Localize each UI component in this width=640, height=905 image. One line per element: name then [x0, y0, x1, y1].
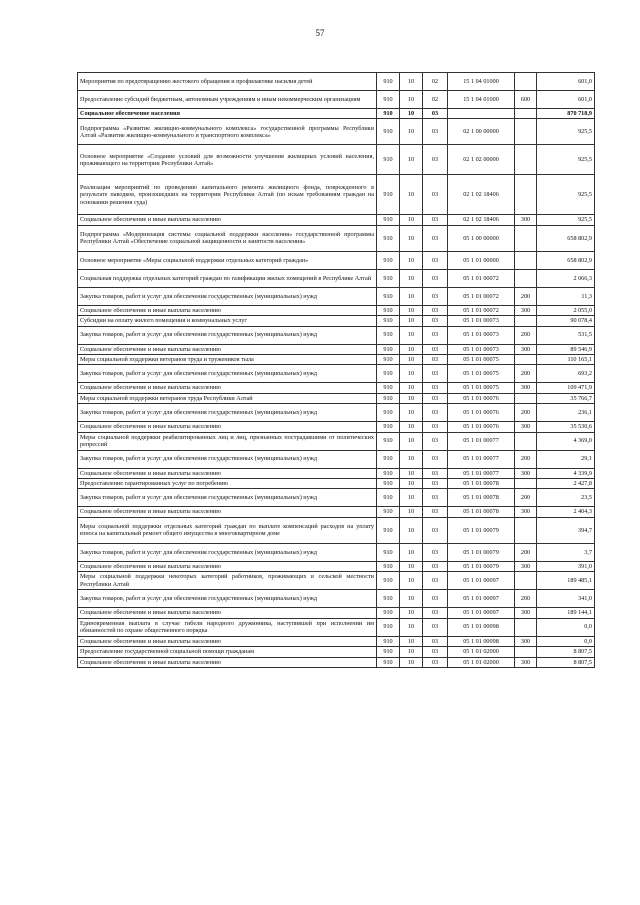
- cell-csr: 05 1 01 00072: [448, 305, 515, 315]
- cell-name: Единовременная выплата в случае гибели народного дружинника, наступившей при исполнении им обязанностей по охране общественного порядка: [78, 618, 377, 636]
- cell-rz: 10: [400, 647, 423, 657]
- cell-name: Субсидии на оплату жилого помещения и коммунальных услуг: [78, 316, 377, 326]
- cell-pr: 03: [423, 251, 448, 269]
- cell-sum: 658 802,9: [537, 251, 595, 269]
- cell-rz: 10: [400, 109, 423, 119]
- cell-csr: 05 1 01 00077: [448, 450, 515, 468]
- cell-rz: 10: [400, 344, 423, 354]
- cell-pr: 03: [423, 326, 448, 344]
- cell-sum: 110 165,1: [537, 355, 595, 365]
- cell-rz: 10: [400, 175, 423, 215]
- cell-pr: 03: [423, 404, 448, 422]
- cell-pr: 03: [423, 287, 448, 305]
- cell-vr: [515, 109, 537, 119]
- table-row: [78, 590, 595, 608]
- cell-vr: 200: [515, 590, 537, 608]
- cell-vr: [515, 73, 537, 91]
- cell-pr: 03: [423, 175, 448, 215]
- table-row: [78, 109, 595, 119]
- cell-pr: 03: [423, 422, 448, 432]
- cell-sum: 658 802,9: [537, 225, 595, 251]
- table-row: [78, 422, 595, 432]
- cell-ved: 910: [377, 432, 400, 450]
- cell-name: Социальное обеспечение и иные выплаты населению: [78, 344, 377, 354]
- cell-sum: 35 766,7: [537, 393, 595, 403]
- cell-csr: 05 1 01 00076: [448, 393, 515, 403]
- cell-ved: 910: [377, 489, 400, 507]
- table-row: [78, 344, 595, 354]
- cell-name: Закупка товаров, работ и услуг для обеспечения государственных (муниципальных) нужд: [78, 590, 377, 608]
- cell-ved: 910: [377, 175, 400, 215]
- cell-name: Социальное обеспечение и иные выплаты населению: [78, 215, 377, 225]
- cell-pr: 03: [423, 590, 448, 608]
- cell-vr: 200: [515, 404, 537, 422]
- table-row: [78, 145, 595, 175]
- cell-vr: 300: [515, 608, 537, 618]
- table-row: [78, 316, 595, 326]
- cell-pr: 03: [423, 572, 448, 590]
- cell-csr: 05 1 01 00077: [448, 468, 515, 478]
- cell-csr: 05 1 01 00073: [448, 316, 515, 326]
- cell-ved: 910: [377, 287, 400, 305]
- cell-rz: 10: [400, 365, 423, 383]
- cell-name: Социальное обеспечение и иные выплаты населению: [78, 657, 377, 667]
- cell-csr: 05 1 01 00079: [448, 517, 515, 543]
- cell-vr: [515, 479, 537, 489]
- table-row: [78, 468, 595, 478]
- cell-pr: 03: [423, 355, 448, 365]
- cell-csr: 02 1 00 00000: [448, 119, 515, 145]
- table-row: [78, 543, 595, 561]
- cell-csr: 05 1 01 00073: [448, 344, 515, 354]
- cell-ved: 910: [377, 365, 400, 383]
- table-row: [78, 365, 595, 383]
- cell-name: Закупка товаров, работ и услуг для обеспечения государственных (муниципальных) нужд: [78, 450, 377, 468]
- cell-rz: 10: [400, 543, 423, 561]
- cell-rz: 10: [400, 251, 423, 269]
- cell-sum: 23,5: [537, 489, 595, 507]
- cell-ved: 910: [377, 119, 400, 145]
- table-row: [78, 119, 595, 145]
- cell-rz: 10: [400, 225, 423, 251]
- cell-ved: 910: [377, 109, 400, 119]
- table-row: [78, 175, 595, 215]
- table-row: [78, 432, 595, 450]
- cell-rz: 10: [400, 383, 423, 393]
- cell-sum: 601,0: [537, 91, 595, 109]
- cell-name: Меры социальной поддержки ветеранов труда Республики Алтай: [78, 393, 377, 403]
- cell-name: Закупка товаров, работ и услуг для обеспечения государственных (муниципальных) нужд: [78, 287, 377, 305]
- cell-vr: 300: [515, 468, 537, 478]
- budget-table-body: [78, 73, 595, 668]
- cell-ved: 910: [377, 468, 400, 478]
- cell-name: Закупка товаров, работ и услуг для обеспечения государственных (муниципальных) нужд: [78, 365, 377, 383]
- cell-vr: 300: [515, 422, 537, 432]
- cell-rz: 10: [400, 618, 423, 636]
- cell-ved: 910: [377, 316, 400, 326]
- cell-vr: [515, 355, 537, 365]
- cell-vr: 300: [515, 657, 537, 667]
- cell-rz: 10: [400, 572, 423, 590]
- cell-ved: 910: [377, 636, 400, 646]
- cell-pr: 02: [423, 73, 448, 91]
- cell-csr: 05 1 01 02000: [448, 647, 515, 657]
- cell-pr: 03: [423, 215, 448, 225]
- cell-ved: 910: [377, 561, 400, 571]
- cell-ved: 910: [377, 383, 400, 393]
- cell-rz: 10: [400, 608, 423, 618]
- cell-rz: 10: [400, 355, 423, 365]
- cell-vr: 300: [515, 561, 537, 571]
- cell-name: Предоставление государственной социальной помощи гражданам: [78, 647, 377, 657]
- cell-vr: [515, 517, 537, 543]
- cell-csr: 05 1 01 00079: [448, 543, 515, 561]
- cell-vr: 600: [515, 91, 537, 109]
- cell-csr: 05 1 01 00075: [448, 355, 515, 365]
- cell-vr: [515, 251, 537, 269]
- cell-csr: 05 1 01 02000: [448, 657, 515, 667]
- cell-pr: 03: [423, 145, 448, 175]
- cell-pr: 03: [423, 365, 448, 383]
- cell-vr: [515, 145, 537, 175]
- cell-ved: 910: [377, 422, 400, 432]
- table-row: [78, 269, 595, 287]
- cell-name: Социальная поддержка отдельных категорий граждан по газификации жилых помещений в Республике Алтай: [78, 269, 377, 287]
- cell-ved: 910: [377, 404, 400, 422]
- cell-sum: 391,0: [537, 561, 595, 571]
- cell-name: Меры социальной поддержки некоторых категорий работников, проживающих в сельской местности Республики Алтай: [78, 572, 377, 590]
- cell-vr: 300: [515, 383, 537, 393]
- cell-name: Социальное обеспечение и иные выплаты населению: [78, 608, 377, 618]
- cell-pr: 03: [423, 225, 448, 251]
- cell-sum: 394,7: [537, 517, 595, 543]
- cell-rz: 10: [400, 636, 423, 646]
- table-row: [78, 561, 595, 571]
- cell-rz: 10: [400, 657, 423, 667]
- table-row: [78, 287, 595, 305]
- cell-pr: 03: [423, 507, 448, 517]
- cell-vr: 200: [515, 543, 537, 561]
- cell-sum: 2 055,0: [537, 305, 595, 315]
- cell-name: Социальное обеспечение и иные выплаты населению: [78, 561, 377, 571]
- budget-table: [77, 72, 595, 668]
- cell-rz: 10: [400, 590, 423, 608]
- cell-rz: 10: [400, 316, 423, 326]
- cell-vr: [515, 316, 537, 326]
- cell-rz: 10: [400, 468, 423, 478]
- cell-sum: 35 530,6: [537, 422, 595, 432]
- cell-csr: 05 1 01 00098: [448, 618, 515, 636]
- cell-sum: 189 144,1: [537, 608, 595, 618]
- cell-pr: 03: [423, 489, 448, 507]
- cell-name: Социальное обеспечение населения: [78, 109, 377, 119]
- cell-sum: 89 546,9: [537, 344, 595, 354]
- table-row: [78, 251, 595, 269]
- cell-ved: 910: [377, 608, 400, 618]
- cell-sum: 2 427,8: [537, 479, 595, 489]
- cell-csr: [448, 109, 515, 119]
- cell-name: Основное мероприятие «Меры социальной поддержки отдельных категорий граждан»: [78, 251, 377, 269]
- cell-sum: 90 078,4: [537, 316, 595, 326]
- cell-csr: 05 1 01 00097: [448, 590, 515, 608]
- cell-name: Закупка товаров, работ и услуг для обеспечения государственных (муниципальных) нужд: [78, 543, 377, 561]
- cell-name: Социальное обеспечение и иные выплаты населению: [78, 468, 377, 478]
- cell-sum: 0,0: [537, 636, 595, 646]
- cell-name: Предоставление гарантированных услуг по погребению: [78, 479, 377, 489]
- cell-ved: 910: [377, 543, 400, 561]
- cell-vr: [515, 647, 537, 657]
- cell-sum: 925,5: [537, 175, 595, 215]
- cell-rz: 10: [400, 517, 423, 543]
- cell-pr: 03: [423, 432, 448, 450]
- cell-ved: 910: [377, 618, 400, 636]
- cell-vr: 200: [515, 489, 537, 507]
- cell-ved: 910: [377, 225, 400, 251]
- cell-sum: 2 404,3: [537, 507, 595, 517]
- cell-vr: 200: [515, 450, 537, 468]
- cell-csr: 02 1 02 00000: [448, 145, 515, 175]
- table-row: [78, 73, 595, 91]
- cell-name: Закупка товаров, работ и услуг для обеспечения государственных (муниципальных) нужд: [78, 489, 377, 507]
- cell-pr: 03: [423, 618, 448, 636]
- cell-pr: 03: [423, 269, 448, 287]
- cell-csr: 05 1 01 00078: [448, 507, 515, 517]
- cell-sum: 925,5: [537, 145, 595, 175]
- cell-ved: 910: [377, 344, 400, 354]
- cell-sum: 236,1: [537, 404, 595, 422]
- cell-sum: 8 807,5: [537, 657, 595, 667]
- cell-rz: 10: [400, 432, 423, 450]
- table-row: [78, 91, 595, 109]
- cell-sum: 693,2: [537, 365, 595, 383]
- table-row: [78, 572, 595, 590]
- table-row: [78, 647, 595, 657]
- cell-ved: 910: [377, 145, 400, 175]
- cell-csr: 05 1 01 00072: [448, 287, 515, 305]
- cell-pr: 03: [423, 119, 448, 145]
- cell-pr: 03: [423, 383, 448, 393]
- cell-csr: 02 1 02 18406: [448, 215, 515, 225]
- cell-vr: [515, 572, 537, 590]
- cell-ved: 910: [377, 450, 400, 468]
- cell-name: Подпрограмма «Развитие жилищно-коммунального комплекса» государственной программы Республики Алтай «Развитие жилищно-коммунального и транспортного комплекса»: [78, 119, 377, 145]
- cell-name: Социальное обеспечение и иные выплаты населению: [78, 383, 377, 393]
- cell-name: Меры социальной поддержки реабилитированных лиц и лиц, признанных пострадавшими от политических репрессий: [78, 432, 377, 450]
- table-row: [78, 450, 595, 468]
- cell-sum: 11,3: [537, 287, 595, 305]
- table-row: [78, 507, 595, 517]
- cell-pr: 03: [423, 479, 448, 489]
- cell-rz: 10: [400, 73, 423, 91]
- cell-vr: [515, 618, 537, 636]
- cell-vr: [515, 225, 537, 251]
- cell-csr: 05 1 01 00097: [448, 572, 515, 590]
- cell-rz: 10: [400, 479, 423, 489]
- cell-ved: 910: [377, 326, 400, 344]
- cell-ved: 910: [377, 647, 400, 657]
- cell-vr: 300: [515, 215, 537, 225]
- cell-csr: 05 1 01 00098: [448, 636, 515, 646]
- table-row: [78, 215, 595, 225]
- cell-csr: 05 1 01 00075: [448, 383, 515, 393]
- cell-sum: 189 485,1: [537, 572, 595, 590]
- cell-name: Меры социальной поддержки отдельных категорий граждан по выплате компенсаций расходов на уплату взноса на капитальный ремонт общего имущества в многоквартирном доме: [78, 517, 377, 543]
- cell-rz: 10: [400, 305, 423, 315]
- cell-rz: 10: [400, 269, 423, 287]
- cell-csr: 05 1 01 00076: [448, 422, 515, 432]
- cell-rz: 10: [400, 507, 423, 517]
- cell-vr: 200: [515, 326, 537, 344]
- cell-name: Мероприятия по предотвращению жестокого обращения и профилактике насилия детей: [78, 73, 377, 91]
- cell-csr: 05 1 00 00000: [448, 225, 515, 251]
- cell-csr: 05 1 01 00000: [448, 251, 515, 269]
- cell-name: Реализация мероприятий по проведению капитального ремонта жилищного фонда, поврежденного в результате паводков, произошедших на территории Республики Алтай (по искам требованиям граждан на основании решения суда): [78, 175, 377, 215]
- cell-name: Социальное обеспечение и иные выплаты населению: [78, 305, 377, 315]
- cell-pr: 03: [423, 468, 448, 478]
- cell-pr: 03: [423, 647, 448, 657]
- cell-pr: 03: [423, 305, 448, 315]
- cell-csr: 15 1 04 01000: [448, 73, 515, 91]
- cell-pr: 03: [423, 608, 448, 618]
- table-row: [78, 489, 595, 507]
- cell-vr: [515, 393, 537, 403]
- cell-name: Подпрограмма «Модернизация системы социальной поддержки населения» государственной программы Республики Алтай «Обеспечение социальной защищенности и занятости населения»: [78, 225, 377, 251]
- cell-vr: [515, 432, 537, 450]
- cell-ved: 910: [377, 215, 400, 225]
- table-row: [78, 608, 595, 618]
- cell-ved: 910: [377, 73, 400, 91]
- table-row: [78, 618, 595, 636]
- cell-rz: 10: [400, 145, 423, 175]
- cell-sum: 0,0: [537, 618, 595, 636]
- cell-sum: 870 718,9: [537, 109, 595, 119]
- table-row: [78, 479, 595, 489]
- table-row: [78, 393, 595, 403]
- cell-pr: 03: [423, 450, 448, 468]
- cell-pr: 03: [423, 344, 448, 354]
- cell-csr: 05 1 01 00077: [448, 432, 515, 450]
- cell-sum: 8 807,5: [537, 647, 595, 657]
- cell-vr: [515, 269, 537, 287]
- cell-ved: 910: [377, 657, 400, 667]
- cell-name: Меры социальной поддержки ветеранов труда и тружеников тыла: [78, 355, 377, 365]
- cell-pr: 03: [423, 543, 448, 561]
- cell-vr: [515, 119, 537, 145]
- cell-ved: 910: [377, 305, 400, 315]
- cell-sum: 4 369,0: [537, 432, 595, 450]
- cell-sum: 531,5: [537, 326, 595, 344]
- cell-rz: 10: [400, 119, 423, 145]
- cell-ved: 910: [377, 393, 400, 403]
- cell-name: Социальное обеспечение и иные выплаты населению: [78, 636, 377, 646]
- cell-sum: 4 339,9: [537, 468, 595, 478]
- cell-vr: [515, 175, 537, 215]
- table-row: [78, 383, 595, 393]
- cell-sum: 925,5: [537, 119, 595, 145]
- cell-ved: 910: [377, 572, 400, 590]
- cell-pr: 03: [423, 636, 448, 646]
- cell-name: Социальное обеспечение и иные выплаты населению: [78, 422, 377, 432]
- cell-rz: 10: [400, 215, 423, 225]
- cell-csr: 05 1 01 00078: [448, 489, 515, 507]
- cell-csr: 05 1 01 00073: [448, 326, 515, 344]
- cell-rz: 10: [400, 404, 423, 422]
- cell-pr: 03: [423, 393, 448, 403]
- cell-sum: 925,5: [537, 215, 595, 225]
- table-row: [78, 517, 595, 543]
- cell-vr: 200: [515, 287, 537, 305]
- cell-rz: 10: [400, 393, 423, 403]
- cell-rz: 10: [400, 561, 423, 571]
- cell-csr: 05 1 01 00076: [448, 404, 515, 422]
- cell-ved: 910: [377, 91, 400, 109]
- cell-vr: 300: [515, 507, 537, 517]
- cell-name: Основное мероприятие «Создание условий для возможности улучшения жилищных условий населения, проживающего на территории Республики Алтай»: [78, 145, 377, 175]
- cell-pr: 03: [423, 517, 448, 543]
- table-row: [78, 404, 595, 422]
- cell-csr: 05 1 01 00072: [448, 269, 515, 287]
- cell-ved: 910: [377, 355, 400, 365]
- cell-name: Предоставление субсидий бюджетным, автономным учреждениям и иным некоммерческим организациям: [78, 91, 377, 109]
- cell-rz: 10: [400, 326, 423, 344]
- table-row: [78, 355, 595, 365]
- table-row: [78, 225, 595, 251]
- cell-csr: 15 1 04 01000: [448, 91, 515, 109]
- cell-ved: 910: [377, 479, 400, 489]
- cell-rz: 10: [400, 91, 423, 109]
- cell-csr: 05 1 01 00097: [448, 608, 515, 618]
- table-row: [78, 636, 595, 646]
- cell-rz: 10: [400, 422, 423, 432]
- table-row: [78, 657, 595, 667]
- cell-sum: 29,1: [537, 450, 595, 468]
- cell-csr: 05 1 01 00075: [448, 365, 515, 383]
- cell-rz: 10: [400, 489, 423, 507]
- cell-csr: 05 1 01 00079: [448, 561, 515, 571]
- cell-pr: 03: [423, 109, 448, 119]
- cell-ved: 910: [377, 517, 400, 543]
- cell-csr: 05 1 01 00078: [448, 479, 515, 489]
- cell-pr: 03: [423, 561, 448, 571]
- cell-sum: 109 471,9: [537, 383, 595, 393]
- cell-ved: 910: [377, 269, 400, 287]
- table-row: [78, 326, 595, 344]
- cell-vr: 300: [515, 344, 537, 354]
- cell-pr: 02: [423, 91, 448, 109]
- cell-sum: 2 066,3: [537, 269, 595, 287]
- cell-sum: 341,0: [537, 590, 595, 608]
- cell-rz: 10: [400, 450, 423, 468]
- cell-ved: 910: [377, 590, 400, 608]
- cell-vr: 300: [515, 636, 537, 646]
- table-row: [78, 305, 595, 315]
- cell-name: Социальное обеспечение и иные выплаты населению: [78, 507, 377, 517]
- cell-ved: 910: [377, 251, 400, 269]
- cell-csr: 02 1 02 18406: [448, 175, 515, 215]
- cell-vr: 200: [515, 365, 537, 383]
- cell-pr: 03: [423, 316, 448, 326]
- cell-rz: 10: [400, 287, 423, 305]
- cell-vr: 300: [515, 305, 537, 315]
- page-number: 57: [315, 28, 325, 38]
- cell-ved: 910: [377, 507, 400, 517]
- cell-pr: 03: [423, 657, 448, 667]
- cell-name: Закупка товаров, работ и услуг для обеспечения государственных (муниципальных) нужд: [78, 404, 377, 422]
- cell-sum: 3,7: [537, 543, 595, 561]
- cell-name: Закупка товаров, работ и услуг для обеспечения государственных (муниципальных) нужд: [78, 326, 377, 344]
- cell-sum: 601,0: [537, 73, 595, 91]
